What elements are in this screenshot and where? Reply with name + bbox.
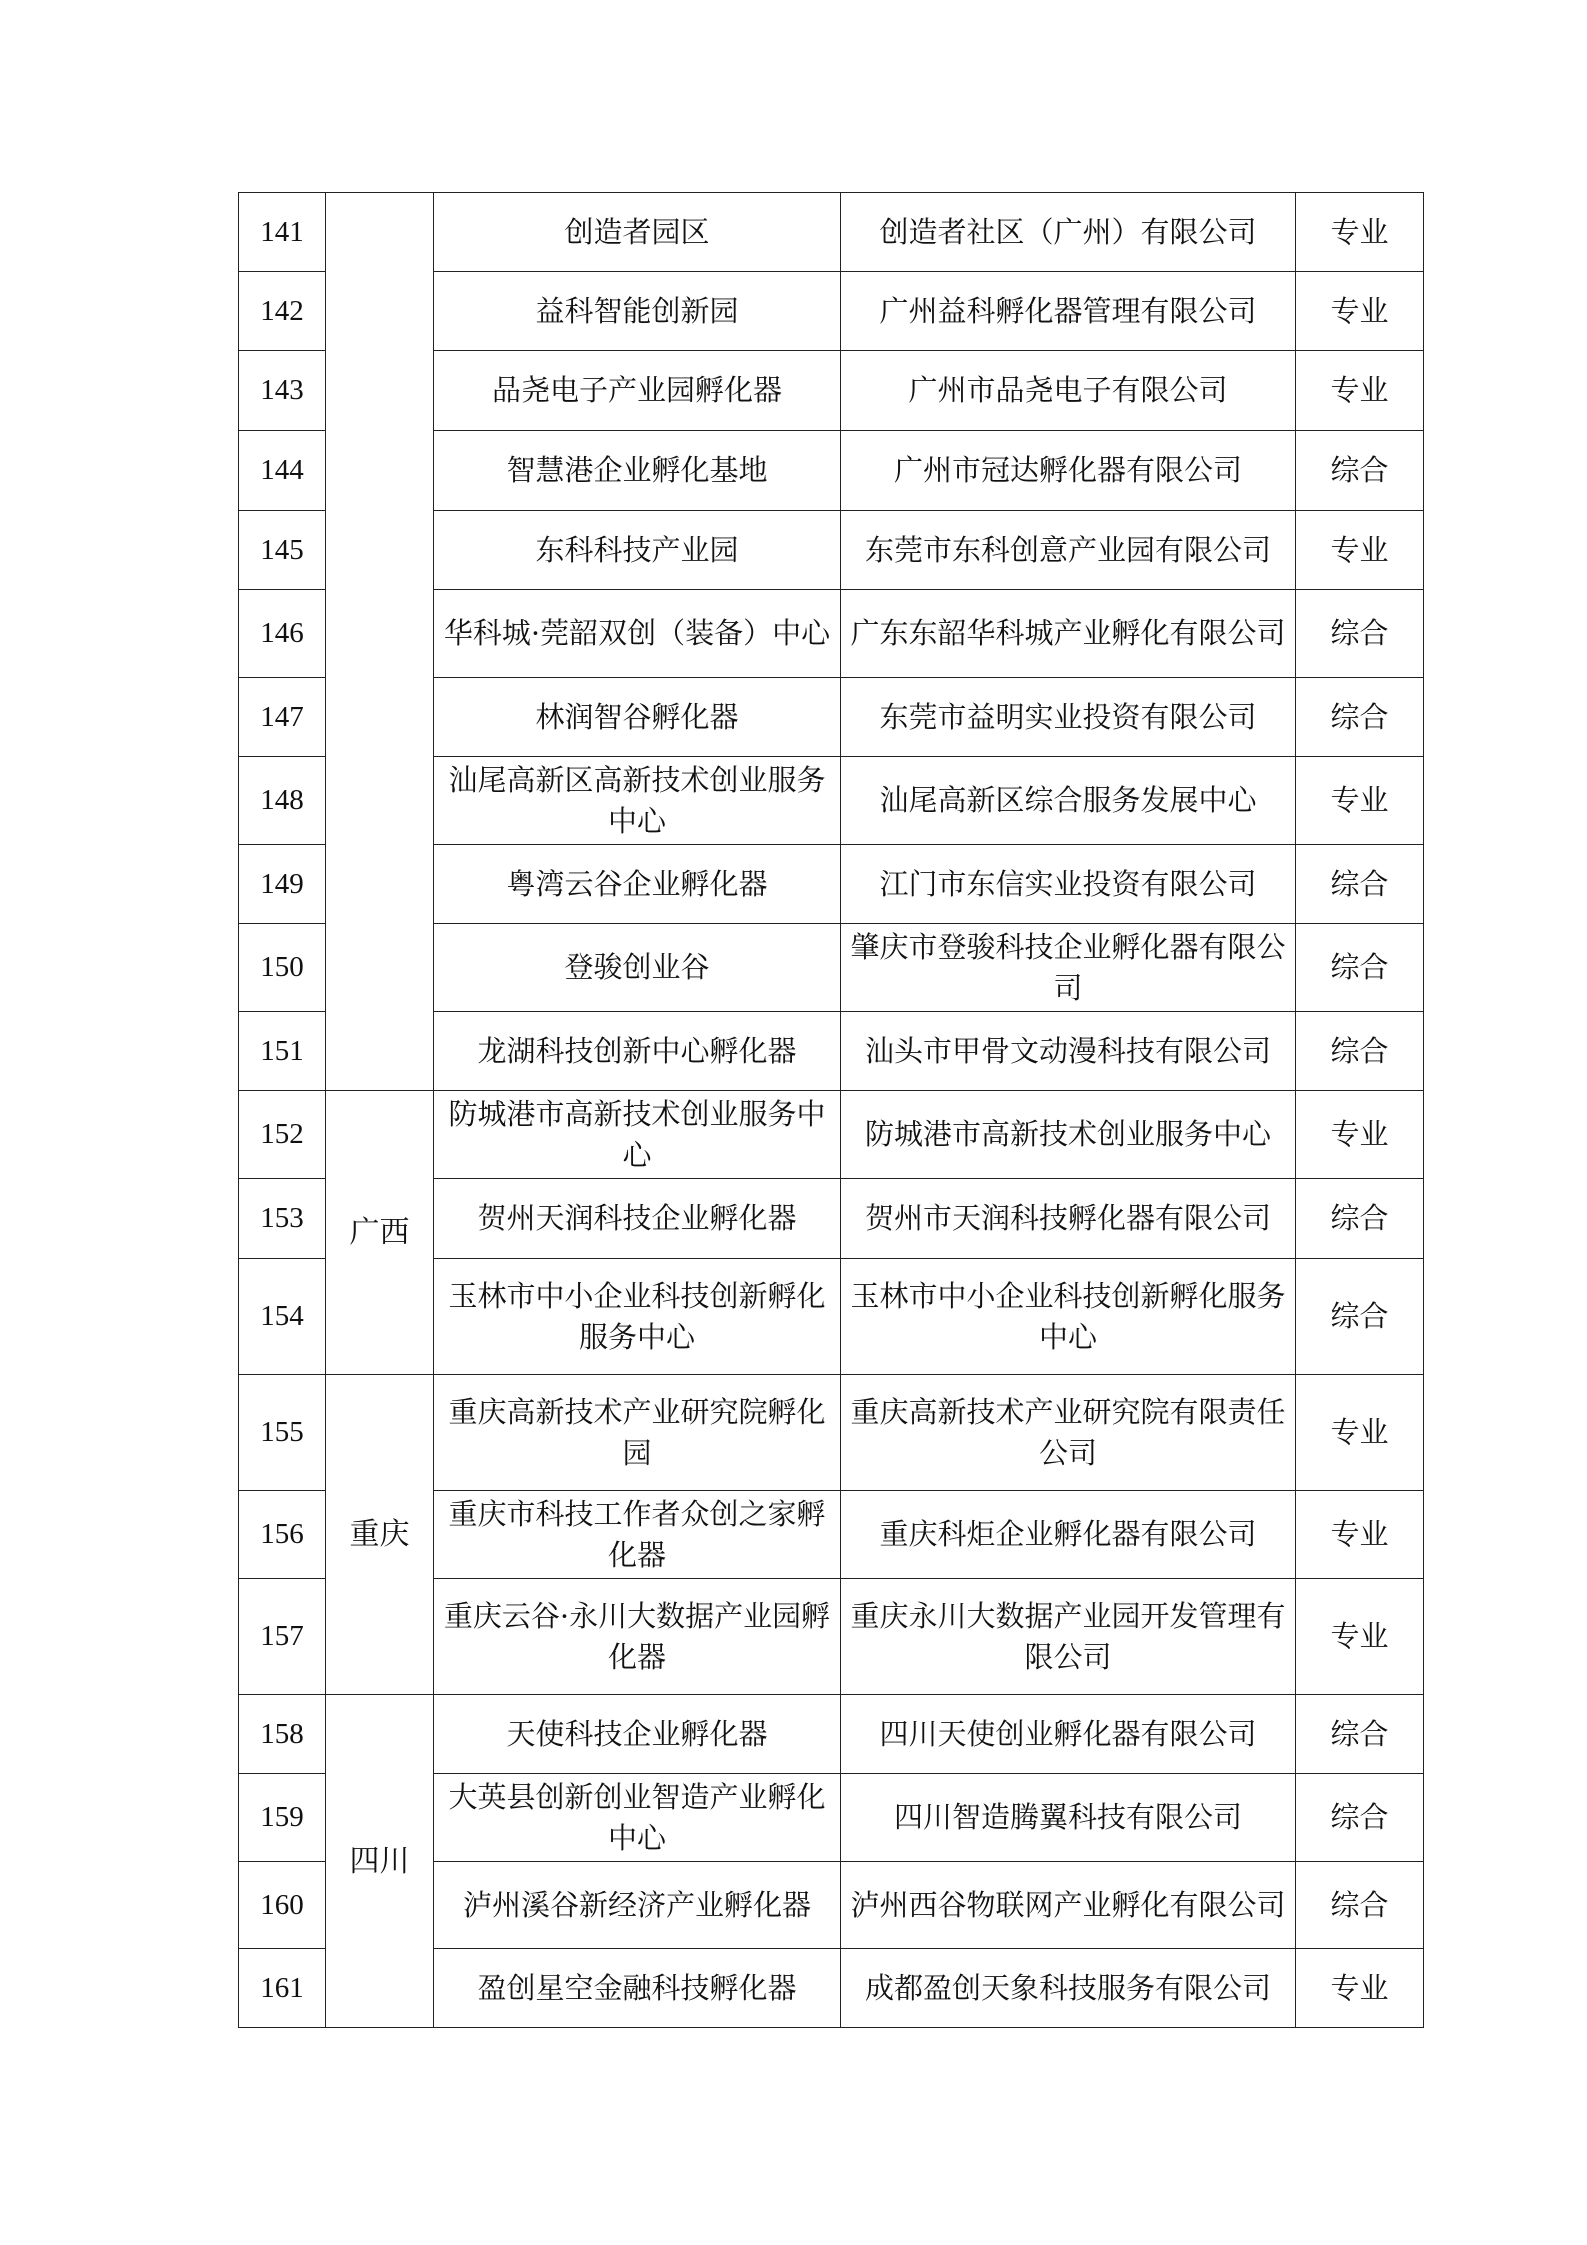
incubator-name: 重庆云谷·永川大数据产业园孵化器 [434,1579,841,1695]
incubator-type: 专业 [1296,1491,1424,1579]
operator-name: 广东东韶华科城产业孵化有限公司 [841,590,1296,678]
operator-name: 东莞市益明实业投资有限公司 [841,678,1296,757]
row-number: 161 [239,1949,326,2028]
region-cell: 重庆 [326,1375,434,1695]
incubator-type: 综合 [1296,1259,1424,1375]
operator-name: 玉林市中小企业科技创新孵化服务中心 [841,1259,1296,1375]
incubator-type: 专业 [1296,272,1424,351]
incubator-type: 专业 [1296,511,1424,590]
row-number: 148 [239,757,326,845]
table-row [239,193,1424,272]
incubator-type: 专业 [1296,1375,1424,1491]
operator-name: 防城港市高新技术创业服务中心 [841,1091,1296,1179]
row-number: 149 [239,845,326,924]
operator-name: 四川天使创业孵化器有限公司 [841,1695,1296,1774]
incubator-type: 综合 [1296,1695,1424,1774]
incubator-type: 专业 [1296,351,1424,431]
row-number: 147 [239,678,326,757]
incubator-type: 综合 [1296,1774,1424,1862]
row-number: 144 [239,431,326,511]
region-cell [326,193,434,1091]
operator-name: 四川智造腾翼科技有限公司 [841,1774,1296,1862]
incubator-name: 粤湾云谷企业孵化器 [434,845,841,924]
operator-name: 汕头市甲骨文动漫科技有限公司 [841,1012,1296,1091]
incubator-type: 专业 [1296,757,1424,845]
operator-name: 重庆永川大数据产业园开发管理有限公司 [841,1579,1296,1695]
operator-name: 广州益科孵化器管理有限公司 [841,272,1296,351]
incubator-name: 龙湖科技创新中心孵化器 [434,1012,841,1091]
incubator-name: 玉林市中小企业科技创新孵化服务中心 [434,1259,841,1375]
incubator-name: 品尧电子产业园孵化器 [434,351,841,431]
operator-name: 江门市东信实业投资有限公司 [841,845,1296,924]
operator-name: 重庆科炬企业孵化器有限公司 [841,1491,1296,1579]
row-number: 160 [239,1862,326,1949]
operator-name: 贺州市天润科技孵化器有限公司 [841,1179,1296,1259]
incubator-type: 综合 [1296,845,1424,924]
table-row [239,1375,1424,1491]
row-number: 156 [239,1491,326,1579]
table-row [239,1695,1424,1774]
row-number: 152 [239,1091,326,1179]
row-number: 159 [239,1774,326,1862]
incubator-name: 汕尾高新区高新技术创业服务中心 [434,757,841,845]
table-row [239,1091,1424,1179]
row-number: 157 [239,1579,326,1695]
incubator-type: 综合 [1296,1012,1424,1091]
operator-name: 东莞市东科创意产业园有限公司 [841,511,1296,590]
operator-name: 汕尾高新区综合服务发展中心 [841,757,1296,845]
region-cell: 四川 [326,1695,434,2028]
operator-name: 广州市品尧电子有限公司 [841,351,1296,431]
incubator-name: 益科智能创新园 [434,272,841,351]
row-number: 158 [239,1695,326,1774]
incubator-name: 贺州天润科技企业孵化器 [434,1179,841,1259]
operator-name: 广州市冠达孵化器有限公司 [841,431,1296,511]
incubator-type: 综合 [1296,1862,1424,1949]
operator-name: 泸州西谷物联网产业孵化有限公司 [841,1862,1296,1949]
incubator-name: 盈创星空金融科技孵化器 [434,1949,841,2028]
incubator-type: 专业 [1296,1091,1424,1179]
operator-name: 重庆高新技术产业研究院有限责任公司 [841,1375,1296,1491]
row-number: 150 [239,924,326,1012]
incubator-type: 专业 [1296,1949,1424,2028]
incubator-name: 重庆高新技术产业研究院孵化园 [434,1375,841,1491]
operator-name: 成都盈创天象科技服务有限公司 [841,1949,1296,2028]
operator-name: 创造者社区（广州）有限公司 [841,193,1296,272]
row-number: 146 [239,590,326,678]
incubator-type: 综合 [1296,431,1424,511]
region-cell: 广西 [326,1091,434,1375]
row-number: 141 [239,193,326,272]
incubator-name: 防城港市高新技术创业服务中心 [434,1091,841,1179]
row-number: 143 [239,351,326,431]
row-number: 154 [239,1259,326,1375]
incubator-name: 重庆市科技工作者众创之家孵化器 [434,1491,841,1579]
row-number: 151 [239,1012,326,1091]
incubator-type: 专业 [1296,193,1424,272]
incubator-name: 登骏创业谷 [434,924,841,1012]
row-number: 142 [239,272,326,351]
incubator-type: 综合 [1296,924,1424,1012]
row-number: 145 [239,511,326,590]
operator-name: 肇庆市登骏科技企业孵化器有限公司 [841,924,1296,1012]
incubator-type: 综合 [1296,1179,1424,1259]
incubator-table [238,192,1424,2028]
incubator-name: 大英县创新创业智造产业孵化中心 [434,1774,841,1862]
incubator-name: 天使科技企业孵化器 [434,1695,841,1774]
incubator-name: 东科科技产业园 [434,511,841,590]
incubator-name: 智慧港企业孵化基地 [434,431,841,511]
incubator-name: 泸州溪谷新经济产业孵化器 [434,1862,841,1949]
row-number: 155 [239,1375,326,1491]
incubator-name: 创造者园区 [434,193,841,272]
incubator-name: 林润智谷孵化器 [434,678,841,757]
incubator-type: 综合 [1296,678,1424,757]
incubator-type: 综合 [1296,590,1424,678]
incubator-name: 华科城·莞韶双创（装备）中心 [434,590,841,678]
incubator-type: 专业 [1296,1579,1424,1695]
row-number: 153 [239,1179,326,1259]
